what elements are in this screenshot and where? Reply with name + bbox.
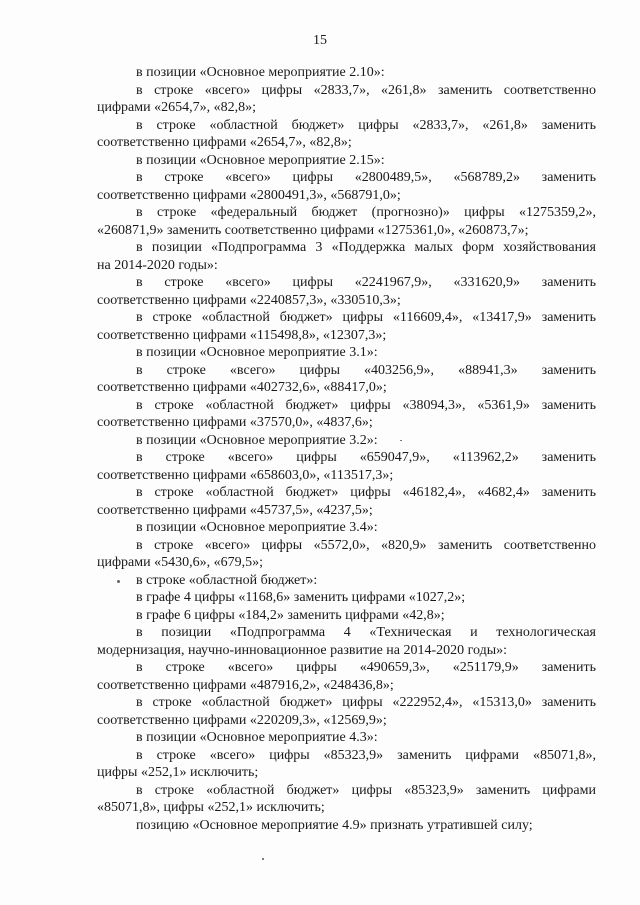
text-line: в позиции «Подпрограмма 4 «Техническая и технологическая — [136, 625, 596, 640]
text-line: в строке «областной бюджет» цифры «38094,3», «5361,9» заменить — [136, 397, 596, 413]
text-line: модернизация, научно-инновационное развитие на 2014-2020 годы»: — [97, 642, 508, 658]
text-line: в строке «федеральный бюджет (прогнозно)» цифры «1275359,2», — [136, 205, 596, 220]
text-line: цифры «252,1» исключить; — [97, 765, 259, 780]
text-line: соответственно цифрами «37570,0», «4837,6»; — [97, 415, 373, 430]
text-line: в строке «областной бюджет» цифры «46182,4», «4682,4» заменить — [136, 485, 596, 500]
text-line: в строке «всего» цифры «403256,9», «88941,3» заменить — [136, 362, 596, 378]
text-line: в позиции «Основное мероприятие 3.2»: — [136, 432, 378, 448]
text-line: в строке «всего» цифры «490659,3», «251179,9» заменить — [136, 660, 596, 675]
text-line: «85071,8», цифры «252,1» исключить; — [97, 800, 325, 815]
text-line: в позиции «Основное мероприятие 3.1»: — [136, 345, 378, 360]
text-line: в строке «всего» цифры «2833,7», «261,8» заменить соответственно — [136, 82, 596, 98]
text-line: в позиции «Основное мероприятие 4.3»: — [136, 730, 378, 745]
text-line: на 2014-2020 годы»: — [97, 257, 218, 273]
text-line: соответственно цифрами «658603,0», «113517,3»; — [97, 467, 394, 483]
text-line: в строке «областной бюджет» цифры «85323,9» заменить цифрами — [136, 782, 596, 798]
text-line: «260871,9» заменить соответственно цифрами «1275361,0», «260873,7»; — [97, 222, 529, 238]
text-line: в строке «всего» цифры «659047,9», «113962,2» заменить — [136, 450, 596, 465]
text-line: в графе 4 цифры «1168,6» заменить цифрами «1027,2»; — [136, 590, 466, 605]
text-line: в строке «всего» цифры «2800489,5», «568789,2» заменить — [136, 170, 596, 185]
text-line: соответственно цифрами «2654,7», «82,8»; — [97, 135, 352, 150]
text-line: соответственно цифрами «2240857,3», «330510,3»; — [97, 292, 401, 308]
text-line: соответственно цифрами «220209,3», «12569,9»; — [97, 712, 387, 728]
text-line: в строке «всего» цифры «85323,9» заменить цифрами «85071,8», — [136, 747, 596, 763]
text-line: позицию «Основное мероприятие 4.9» признать утратившей силу; — [136, 817, 533, 833]
text-line: в строке «всего» цифры «5572,0», «820,9» заменить соответственно — [136, 537, 596, 553]
text-line: в строке «областной бюджет» цифры «116609,4», «13417,9» заменить — [136, 310, 596, 325]
scan-speck — [117, 580, 120, 583]
text-line: в позиции «Подпрограмма 3 «Поддержка малых форм хозяйствования — [136, 240, 596, 255]
text-line: в позиции «Основное мероприятие 2.10»: — [136, 65, 385, 80]
text-line: в позиции «Основное мероприятие 3.4»: — [136, 520, 378, 535]
text-line: соответственно цифрами «115498,8», «12307,3»; — [97, 327, 387, 343]
text-line: соответственно цифрами «45737,5», «4237,5»; — [97, 502, 373, 518]
page-number: 15 — [313, 33, 327, 48]
text-line: соответственно цифрами «402732,6», «88417,0»; — [97, 380, 387, 395]
text-line: цифрами «5430,6», «679,5»; — [97, 555, 264, 570]
scan-speck — [400, 440, 402, 441]
text-line: цифрами «2654,7», «82,8»; — [97, 100, 257, 115]
text-line: соответственно цифрами «487916,2», «248436,8»; — [97, 677, 394, 693]
scan-speck — [262, 858, 264, 860]
text-line: в позиции «Основное мероприятие 2.15»: — [136, 152, 385, 168]
document-body — [97, 64, 596, 834]
text-line: в строке «всего» цифры «2241967,9», «331620,9» заменить — [136, 275, 596, 290]
text-line: в строке «областной бюджет»: — [136, 572, 318, 588]
text-line: в графе 6 цифры «184,2» заменить цифрами «42,8»; — [136, 607, 445, 623]
text-line: в строке «областной бюджет» цифры «222952,4», «15313,0» заменить — [136, 695, 596, 710]
text-line: соответственно цифрами «2800491,3», «568791,0»; — [97, 187, 401, 203]
text-line: в строке «областной бюджет» цифры «2833,7», «261,8» заменить — [136, 117, 596, 133]
